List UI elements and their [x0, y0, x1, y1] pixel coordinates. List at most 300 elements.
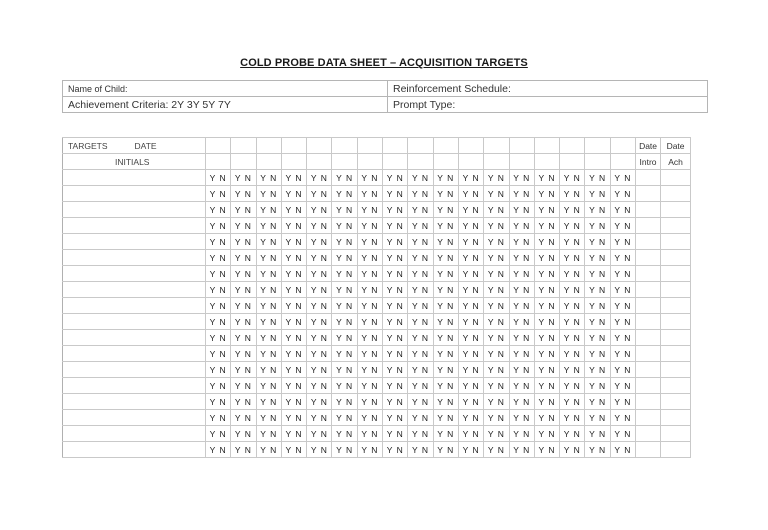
yn-cell[interactable]: Y N: [206, 250, 231, 266]
target-name-cell[interactable]: [63, 298, 206, 314]
yn-cell[interactable]: Y N: [585, 250, 610, 266]
initials-cell[interactable]: [307, 154, 332, 170]
target-name-cell[interactable]: [63, 442, 206, 458]
yn-cell[interactable]: Y N: [433, 314, 458, 330]
yn-cell[interactable]: Y N: [231, 234, 256, 250]
target-name-cell[interactable]: [63, 250, 206, 266]
yn-cell[interactable]: Y N: [585, 394, 610, 410]
date-intro-cell[interactable]: [636, 362, 661, 378]
yn-cell[interactable]: Y N: [256, 442, 281, 458]
date-intro-cell[interactable]: [636, 202, 661, 218]
yn-cell[interactable]: Y N: [534, 426, 559, 442]
yn-cell[interactable]: Y N: [307, 250, 332, 266]
yn-cell[interactable]: Y N: [509, 298, 534, 314]
yn-cell[interactable]: Y N: [231, 442, 256, 458]
yn-cell[interactable]: Y N: [509, 218, 534, 234]
yn-cell[interactable]: Y N: [231, 426, 256, 442]
yn-cell[interactable]: Y N: [484, 442, 509, 458]
yn-cell[interactable]: Y N: [332, 378, 357, 394]
date-cell[interactable]: [357, 138, 382, 154]
yn-cell[interactable]: Y N: [231, 282, 256, 298]
yn-cell[interactable]: Y N: [484, 234, 509, 250]
yn-cell[interactable]: Y N: [509, 250, 534, 266]
yn-cell[interactable]: Y N: [206, 362, 231, 378]
yn-cell[interactable]: Y N: [332, 314, 357, 330]
yn-cell[interactable]: Y N: [332, 394, 357, 410]
yn-cell[interactable]: Y N: [585, 202, 610, 218]
yn-cell[interactable]: Y N: [585, 330, 610, 346]
yn-cell[interactable]: Y N: [484, 298, 509, 314]
yn-cell[interactable]: Y N: [408, 394, 433, 410]
date-ach-cell[interactable]: [661, 250, 691, 266]
yn-cell[interactable]: Y N: [509, 234, 534, 250]
target-name-cell[interactable]: [63, 218, 206, 234]
yn-cell[interactable]: Y N: [560, 378, 585, 394]
yn-cell[interactable]: Y N: [585, 282, 610, 298]
yn-cell[interactable]: Y N: [484, 314, 509, 330]
yn-cell[interactable]: Y N: [357, 362, 382, 378]
yn-cell[interactable]: Y N: [610, 442, 635, 458]
yn-cell[interactable]: Y N: [383, 362, 408, 378]
yn-cell[interactable]: Y N: [509, 346, 534, 362]
yn-cell[interactable]: Y N: [585, 426, 610, 442]
yn-cell[interactable]: Y N: [534, 442, 559, 458]
yn-cell[interactable]: Y N: [610, 298, 635, 314]
yn-cell[interactable]: Y N: [484, 410, 509, 426]
yn-cell[interactable]: Y N: [560, 234, 585, 250]
date-intro-cell[interactable]: [636, 330, 661, 346]
yn-cell[interactable]: Y N: [231, 346, 256, 362]
yn-cell[interactable]: Y N: [610, 266, 635, 282]
date-ach-cell[interactable]: [661, 442, 691, 458]
yn-cell[interactable]: Y N: [610, 346, 635, 362]
yn-cell[interactable]: Y N: [383, 250, 408, 266]
yn-cell[interactable]: Y N: [281, 330, 306, 346]
yn-cell[interactable]: Y N: [484, 170, 509, 186]
target-name-cell[interactable]: [63, 266, 206, 282]
yn-cell[interactable]: Y N: [307, 346, 332, 362]
yn-cell[interactable]: Y N: [231, 218, 256, 234]
date-ach-cell[interactable]: [661, 410, 691, 426]
yn-cell[interactable]: Y N: [610, 394, 635, 410]
yn-cell[interactable]: Y N: [433, 250, 458, 266]
yn-cell[interactable]: Y N: [281, 426, 306, 442]
yn-cell[interactable]: Y N: [357, 410, 382, 426]
yn-cell[interactable]: Y N: [433, 218, 458, 234]
yn-cell[interactable]: Y N: [560, 442, 585, 458]
yn-cell[interactable]: Y N: [383, 282, 408, 298]
yn-cell[interactable]: Y N: [307, 218, 332, 234]
yn-cell[interactable]: Y N: [458, 442, 483, 458]
yn-cell[interactable]: Y N: [509, 186, 534, 202]
yn-cell[interactable]: Y N: [383, 410, 408, 426]
yn-cell[interactable]: Y N: [256, 186, 281, 202]
name-of-child-field[interactable]: Name of Child:: [63, 81, 388, 97]
yn-cell[interactable]: Y N: [383, 394, 408, 410]
date-ach-cell[interactable]: [661, 218, 691, 234]
yn-cell[interactable]: Y N: [357, 442, 382, 458]
yn-cell[interactable]: Y N: [332, 234, 357, 250]
yn-cell[interactable]: Y N: [458, 298, 483, 314]
yn-cell[interactable]: Y N: [534, 234, 559, 250]
yn-cell[interactable]: Y N: [383, 378, 408, 394]
yn-cell[interactable]: Y N: [484, 394, 509, 410]
yn-cell[interactable]: Y N: [509, 410, 534, 426]
yn-cell[interactable]: Y N: [307, 298, 332, 314]
yn-cell[interactable]: Y N: [332, 170, 357, 186]
yn-cell[interactable]: Y N: [408, 282, 433, 298]
date-intro-cell[interactable]: [636, 298, 661, 314]
yn-cell[interactable]: Y N: [458, 378, 483, 394]
yn-cell[interactable]: Y N: [332, 410, 357, 426]
yn-cell[interactable]: Y N: [433, 282, 458, 298]
yn-cell[interactable]: Y N: [534, 346, 559, 362]
yn-cell[interactable]: Y N: [408, 202, 433, 218]
yn-cell[interactable]: Y N: [534, 170, 559, 186]
date-intro-cell[interactable]: [636, 314, 661, 330]
date-cell[interactable]: [256, 138, 281, 154]
yn-cell[interactable]: Y N: [433, 330, 458, 346]
yn-cell[interactable]: Y N: [357, 298, 382, 314]
yn-cell[interactable]: Y N: [484, 330, 509, 346]
yn-cell[interactable]: Y N: [585, 346, 610, 362]
yn-cell[interactable]: Y N: [610, 314, 635, 330]
yn-cell[interactable]: Y N: [281, 282, 306, 298]
initials-cell[interactable]: [610, 154, 635, 170]
yn-cell[interactable]: Y N: [256, 170, 281, 186]
yn-cell[interactable]: Y N: [484, 362, 509, 378]
yn-cell[interactable]: Y N: [231, 186, 256, 202]
yn-cell[interactable]: Y N: [281, 410, 306, 426]
yn-cell[interactable]: Y N: [458, 218, 483, 234]
yn-cell[interactable]: Y N: [433, 362, 458, 378]
date-cell[interactable]: [585, 138, 610, 154]
yn-cell[interactable]: Y N: [408, 266, 433, 282]
yn-cell[interactable]: Y N: [458, 186, 483, 202]
yn-cell[interactable]: Y N: [206, 282, 231, 298]
yn-cell[interactable]: Y N: [332, 218, 357, 234]
yn-cell[interactable]: Y N: [433, 346, 458, 362]
yn-cell[interactable]: Y N: [408, 170, 433, 186]
date-intro-cell[interactable]: [636, 442, 661, 458]
yn-cell[interactable]: Y N: [509, 378, 534, 394]
yn-cell[interactable]: Y N: [383, 234, 408, 250]
yn-cell[interactable]: Y N: [231, 394, 256, 410]
yn-cell[interactable]: Y N: [509, 442, 534, 458]
yn-cell[interactable]: Y N: [332, 330, 357, 346]
yn-cell[interactable]: Y N: [206, 314, 231, 330]
yn-cell[interactable]: Y N: [357, 234, 382, 250]
yn-cell[interactable]: Y N: [256, 266, 281, 282]
yn-cell[interactable]: Y N: [509, 314, 534, 330]
yn-cell[interactable]: Y N: [585, 442, 610, 458]
yn-cell[interactable]: Y N: [585, 186, 610, 202]
yn-cell[interactable]: Y N: [458, 330, 483, 346]
date-ach-cell[interactable]: [661, 234, 691, 250]
yn-cell[interactable]: Y N: [509, 426, 534, 442]
yn-cell[interactable]: Y N: [585, 378, 610, 394]
yn-cell[interactable]: Y N: [458, 202, 483, 218]
yn-cell[interactable]: Y N: [458, 426, 483, 442]
yn-cell[interactable]: Y N: [484, 250, 509, 266]
date-cell[interactable]: [383, 138, 408, 154]
yn-cell[interactable]: Y N: [332, 282, 357, 298]
initials-cell[interactable]: [281, 154, 306, 170]
yn-cell[interactable]: Y N: [484, 202, 509, 218]
yn-cell[interactable]: Y N: [281, 250, 306, 266]
yn-cell[interactable]: Y N: [534, 266, 559, 282]
target-name-cell[interactable]: [63, 426, 206, 442]
yn-cell[interactable]: Y N: [256, 378, 281, 394]
yn-cell[interactable]: Y N: [332, 442, 357, 458]
yn-cell[interactable]: Y N: [433, 202, 458, 218]
yn-cell[interactable]: Y N: [307, 202, 332, 218]
yn-cell[interactable]: Y N: [206, 394, 231, 410]
yn-cell[interactable]: Y N: [610, 426, 635, 442]
target-name-cell[interactable]: [63, 362, 206, 378]
yn-cell[interactable]: Y N: [585, 314, 610, 330]
yn-cell[interactable]: Y N: [509, 266, 534, 282]
yn-cell[interactable]: Y N: [357, 314, 382, 330]
yn-cell[interactable]: Y N: [534, 218, 559, 234]
yn-cell[interactable]: Y N: [307, 266, 332, 282]
yn-cell[interactable]: Y N: [256, 330, 281, 346]
yn-cell[interactable]: Y N: [206, 378, 231, 394]
yn-cell[interactable]: Y N: [433, 234, 458, 250]
date-cell[interactable]: [281, 138, 306, 154]
yn-cell[interactable]: Y N: [256, 250, 281, 266]
yn-cell[interactable]: Y N: [534, 330, 559, 346]
date-cell[interactable]: [610, 138, 635, 154]
date-ach-cell[interactable]: [661, 266, 691, 282]
achievement-criteria-field[interactable]: Achievement Criteria: 2Y 3Y 5Y 7Y: [63, 97, 388, 113]
yn-cell[interactable]: Y N: [484, 346, 509, 362]
yn-cell[interactable]: Y N: [560, 218, 585, 234]
date-cell[interactable]: [408, 138, 433, 154]
date-intro-cell[interactable]: [636, 186, 661, 202]
yn-cell[interactable]: Y N: [509, 202, 534, 218]
date-intro-cell[interactable]: [636, 394, 661, 410]
yn-cell[interactable]: Y N: [256, 218, 281, 234]
yn-cell[interactable]: Y N: [307, 442, 332, 458]
initials-cell[interactable]: [534, 154, 559, 170]
yn-cell[interactable]: Y N: [256, 202, 281, 218]
yn-cell[interactable]: Y N: [357, 282, 382, 298]
yn-cell[interactable]: Y N: [206, 218, 231, 234]
date-ach-cell[interactable]: [661, 314, 691, 330]
yn-cell[interactable]: Y N: [560, 346, 585, 362]
yn-cell[interactable]: Y N: [509, 362, 534, 378]
yn-cell[interactable]: Y N: [509, 170, 534, 186]
yn-cell[interactable]: Y N: [281, 394, 306, 410]
date-ach-cell[interactable]: [661, 282, 691, 298]
initials-cell[interactable]: [206, 154, 231, 170]
initials-cell[interactable]: [332, 154, 357, 170]
initials-cell[interactable]: [433, 154, 458, 170]
date-ach-cell[interactable]: [661, 426, 691, 442]
yn-cell[interactable]: Y N: [383, 202, 408, 218]
yn-cell[interactable]: Y N: [458, 234, 483, 250]
yn-cell[interactable]: Y N: [433, 442, 458, 458]
date-ach-cell[interactable]: [661, 186, 691, 202]
yn-cell[interactable]: Y N: [307, 234, 332, 250]
yn-cell[interactable]: Y N: [357, 394, 382, 410]
date-intro-cell[interactable]: [636, 378, 661, 394]
yn-cell[interactable]: Y N: [509, 394, 534, 410]
yn-cell[interactable]: Y N: [408, 234, 433, 250]
yn-cell[interactable]: Y N: [357, 218, 382, 234]
date-cell[interactable]: [231, 138, 256, 154]
date-ach-cell[interactable]: [661, 170, 691, 186]
yn-cell[interactable]: Y N: [610, 234, 635, 250]
yn-cell[interactable]: Y N: [560, 362, 585, 378]
initials-cell[interactable]: [408, 154, 433, 170]
initials-cell[interactable]: [357, 154, 382, 170]
yn-cell[interactable]: Y N: [332, 250, 357, 266]
yn-cell[interactable]: Y N: [357, 330, 382, 346]
yn-cell[interactable]: Y N: [560, 266, 585, 282]
yn-cell[interactable]: Y N: [433, 410, 458, 426]
yn-cell[interactable]: Y N: [610, 202, 635, 218]
yn-cell[interactable]: Y N: [585, 362, 610, 378]
yn-cell[interactable]: Y N: [383, 266, 408, 282]
initials-cell[interactable]: [585, 154, 610, 170]
yn-cell[interactable]: Y N: [256, 282, 281, 298]
yn-cell[interactable]: Y N: [408, 362, 433, 378]
yn-cell[interactable]: Y N: [357, 170, 382, 186]
yn-cell[interactable]: Y N: [610, 250, 635, 266]
yn-cell[interactable]: Y N: [256, 314, 281, 330]
date-intro-cell[interactable]: [636, 250, 661, 266]
yn-cell[interactable]: Y N: [534, 250, 559, 266]
yn-cell[interactable]: Y N: [560, 298, 585, 314]
yn-cell[interactable]: Y N: [534, 314, 559, 330]
target-name-cell[interactable]: [63, 330, 206, 346]
yn-cell[interactable]: Y N: [332, 298, 357, 314]
yn-cell[interactable]: Y N: [560, 170, 585, 186]
yn-cell[interactable]: Y N: [560, 410, 585, 426]
yn-cell[interactable]: Y N: [534, 186, 559, 202]
date-cell[interactable]: [307, 138, 332, 154]
yn-cell[interactable]: Y N: [307, 378, 332, 394]
yn-cell[interactable]: Y N: [307, 170, 332, 186]
yn-cell[interactable]: Y N: [206, 410, 231, 426]
yn-cell[interactable]: Y N: [534, 202, 559, 218]
yn-cell[interactable]: Y N: [534, 362, 559, 378]
yn-cell[interactable]: Y N: [383, 218, 408, 234]
yn-cell[interactable]: Y N: [433, 394, 458, 410]
yn-cell[interactable]: Y N: [256, 426, 281, 442]
yn-cell[interactable]: Y N: [408, 314, 433, 330]
yn-cell[interactable]: Y N: [281, 378, 306, 394]
yn-cell[interactable]: Y N: [231, 250, 256, 266]
yn-cell[interactable]: Y N: [408, 442, 433, 458]
yn-cell[interactable]: Y N: [206, 298, 231, 314]
yn-cell[interactable]: Y N: [560, 186, 585, 202]
yn-cell[interactable]: Y N: [408, 250, 433, 266]
yn-cell[interactable]: Y N: [534, 394, 559, 410]
yn-cell[interactable]: Y N: [383, 186, 408, 202]
yn-cell[interactable]: Y N: [281, 170, 306, 186]
yn-cell[interactable]: Y N: [433, 186, 458, 202]
initials-cell[interactable]: [256, 154, 281, 170]
initials-cell[interactable]: [560, 154, 585, 170]
yn-cell[interactable]: Y N: [534, 282, 559, 298]
yn-cell[interactable]: Y N: [408, 298, 433, 314]
yn-cell[interactable]: Y N: [231, 378, 256, 394]
yn-cell[interactable]: Y N: [332, 186, 357, 202]
yn-cell[interactable]: Y N: [281, 218, 306, 234]
yn-cell[interactable]: Y N: [534, 378, 559, 394]
yn-cell[interactable]: Y N: [509, 282, 534, 298]
yn-cell[interactable]: Y N: [585, 298, 610, 314]
initials-cell[interactable]: [383, 154, 408, 170]
date-intro-cell[interactable]: [636, 218, 661, 234]
yn-cell[interactable]: Y N: [458, 282, 483, 298]
yn-cell[interactable]: Y N: [206, 330, 231, 346]
yn-cell[interactable]: Y N: [281, 266, 306, 282]
yn-cell[interactable]: Y N: [408, 330, 433, 346]
yn-cell[interactable]: Y N: [458, 250, 483, 266]
yn-cell[interactable]: Y N: [458, 410, 483, 426]
yn-cell[interactable]: Y N: [610, 186, 635, 202]
date-cell[interactable]: [509, 138, 534, 154]
target-name-cell[interactable]: [63, 346, 206, 362]
yn-cell[interactable]: Y N: [332, 266, 357, 282]
yn-cell[interactable]: Y N: [332, 426, 357, 442]
yn-cell[interactable]: Y N: [307, 330, 332, 346]
yn-cell[interactable]: Y N: [206, 266, 231, 282]
yn-cell[interactable]: Y N: [281, 362, 306, 378]
yn-cell[interactable]: Y N: [206, 202, 231, 218]
yn-cell[interactable]: Y N: [610, 378, 635, 394]
yn-cell[interactable]: Y N: [585, 218, 610, 234]
yn-cell[interactable]: Y N: [585, 170, 610, 186]
date-cell[interactable]: [560, 138, 585, 154]
yn-cell[interactable]: Y N: [383, 442, 408, 458]
date-intro-cell[interactable]: [636, 410, 661, 426]
yn-cell[interactable]: Y N: [256, 362, 281, 378]
reinforcement-schedule-field[interactable]: Reinforcement Schedule:: [388, 81, 708, 97]
yn-cell[interactable]: Y N: [281, 298, 306, 314]
yn-cell[interactable]: Y N: [610, 410, 635, 426]
yn-cell[interactable]: Y N: [610, 362, 635, 378]
yn-cell[interactable]: Y N: [484, 218, 509, 234]
target-name-cell[interactable]: [63, 170, 206, 186]
date-cell[interactable]: [484, 138, 509, 154]
yn-cell[interactable]: Y N: [206, 346, 231, 362]
yn-cell[interactable]: Y N: [357, 202, 382, 218]
yn-cell[interactable]: Y N: [281, 442, 306, 458]
yn-cell[interactable]: Y N: [231, 362, 256, 378]
yn-cell[interactable]: Y N: [534, 298, 559, 314]
yn-cell[interactable]: Y N: [231, 298, 256, 314]
yn-cell[interactable]: Y N: [281, 346, 306, 362]
yn-cell[interactable]: Y N: [357, 186, 382, 202]
yn-cell[interactable]: Y N: [408, 186, 433, 202]
yn-cell[interactable]: Y N: [458, 394, 483, 410]
yn-cell[interactable]: Y N: [256, 298, 281, 314]
yn-cell[interactable]: Y N: [408, 346, 433, 362]
yn-cell[interactable]: Y N: [332, 362, 357, 378]
yn-cell[interactable]: Y N: [206, 170, 231, 186]
yn-cell[interactable]: Y N: [484, 378, 509, 394]
yn-cell[interactable]: Y N: [383, 298, 408, 314]
yn-cell[interactable]: Y N: [484, 266, 509, 282]
yn-cell[interactable]: Y N: [484, 426, 509, 442]
yn-cell[interactable]: Y N: [307, 394, 332, 410]
date-cell[interactable]: [534, 138, 559, 154]
